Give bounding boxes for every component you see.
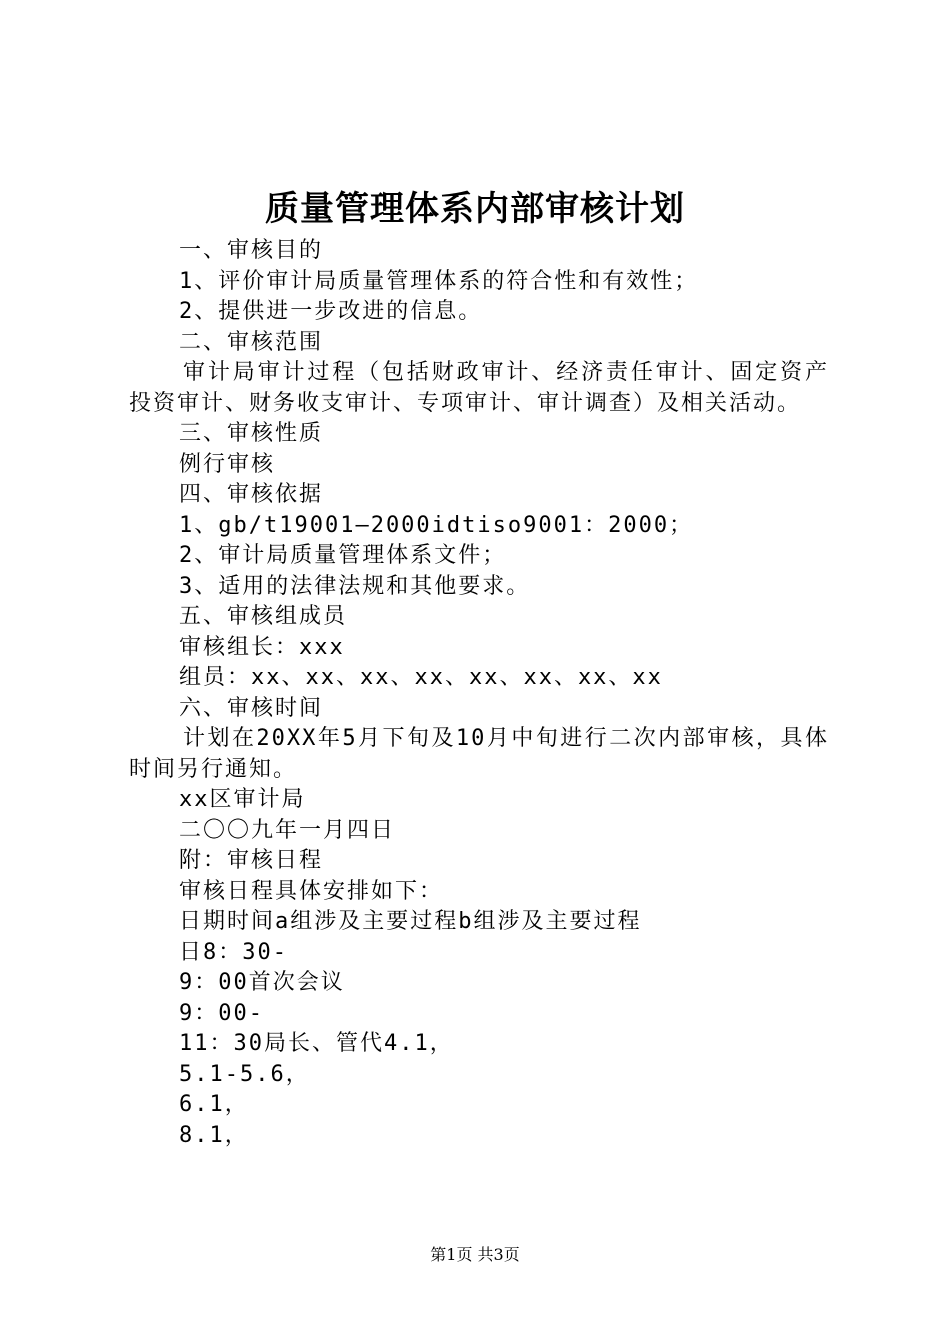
document-body	[129, 236, 829, 1151]
basis-item-3: 3、适用的法律法规和其他要求。	[179, 573, 531, 599]
purpose-item-2: 2、提供进一步改进的信息。	[179, 299, 483, 324]
heading-audit-team: 五、审核组成员	[179, 604, 348, 629]
team-leader: 审核组长：xxx	[179, 634, 345, 660]
heading-audit-scope: 二、审核范围	[179, 329, 324, 355]
schedule-line: 9：00-	[179, 1000, 264, 1026]
schedule-line: 9：00首次会议	[179, 970, 345, 995]
basis-item-2: 2、审计局质量管理体系文件；	[179, 543, 507, 568]
team-members: 组员：xx、xx、xx、xx、xx、xx、xx、xx	[179, 665, 663, 690]
purpose-item-1: 1、评价审计局质量管理体系的符合性和有效性；	[179, 268, 699, 294]
schedule-line: 11：30局长、管代4.1，	[179, 1031, 454, 1056]
page-footer: 第1页 共3页	[430, 1245, 520, 1264]
time-paragraph: 计划在20XX年5月下旬及10月中旬进行二次内部审核，具体时间另行通知。	[129, 726, 829, 782]
schedule-line: 6.1，	[179, 1092, 249, 1117]
schedule-line: 5.1-5.6，	[179, 1061, 310, 1087]
heading-audit-nature: 三、审核性质	[179, 421, 324, 446]
schedule-header: 日期时间a组涉及主要过程b组涉及主要过程	[179, 909, 642, 934]
document-title: 质量管理体系内部审核计划	[265, 189, 685, 229]
heading-audit-purpose: 一、审核目的	[179, 238, 324, 263]
heading-audit-basis: 四、审核依据	[179, 482, 324, 507]
issue-date: 二〇〇九年一月四日	[179, 817, 396, 843]
basis-item-1: 1、gb/t19001—2000idtiso9001：2000；	[179, 512, 694, 538]
heading-audit-time: 六、审核时间	[179, 695, 324, 721]
schedule-line: 8.1，	[179, 1122, 249, 1148]
issuer: xx区审计局	[179, 787, 306, 812]
scope-paragraph: 审计局审计过程（包括财政审计、经济责任审计、固定资产投资审计、财务收支审计、专项审计、审计调查）及相关活动。	[129, 360, 829, 416]
appendix-heading: 附：审核日程	[179, 848, 324, 873]
schedule-intro: 审核日程具体安排如下：	[179, 878, 444, 904]
audit-nature-text: 例行审核	[179, 451, 276, 477]
schedule-line: 日8：30-	[179, 939, 288, 965]
